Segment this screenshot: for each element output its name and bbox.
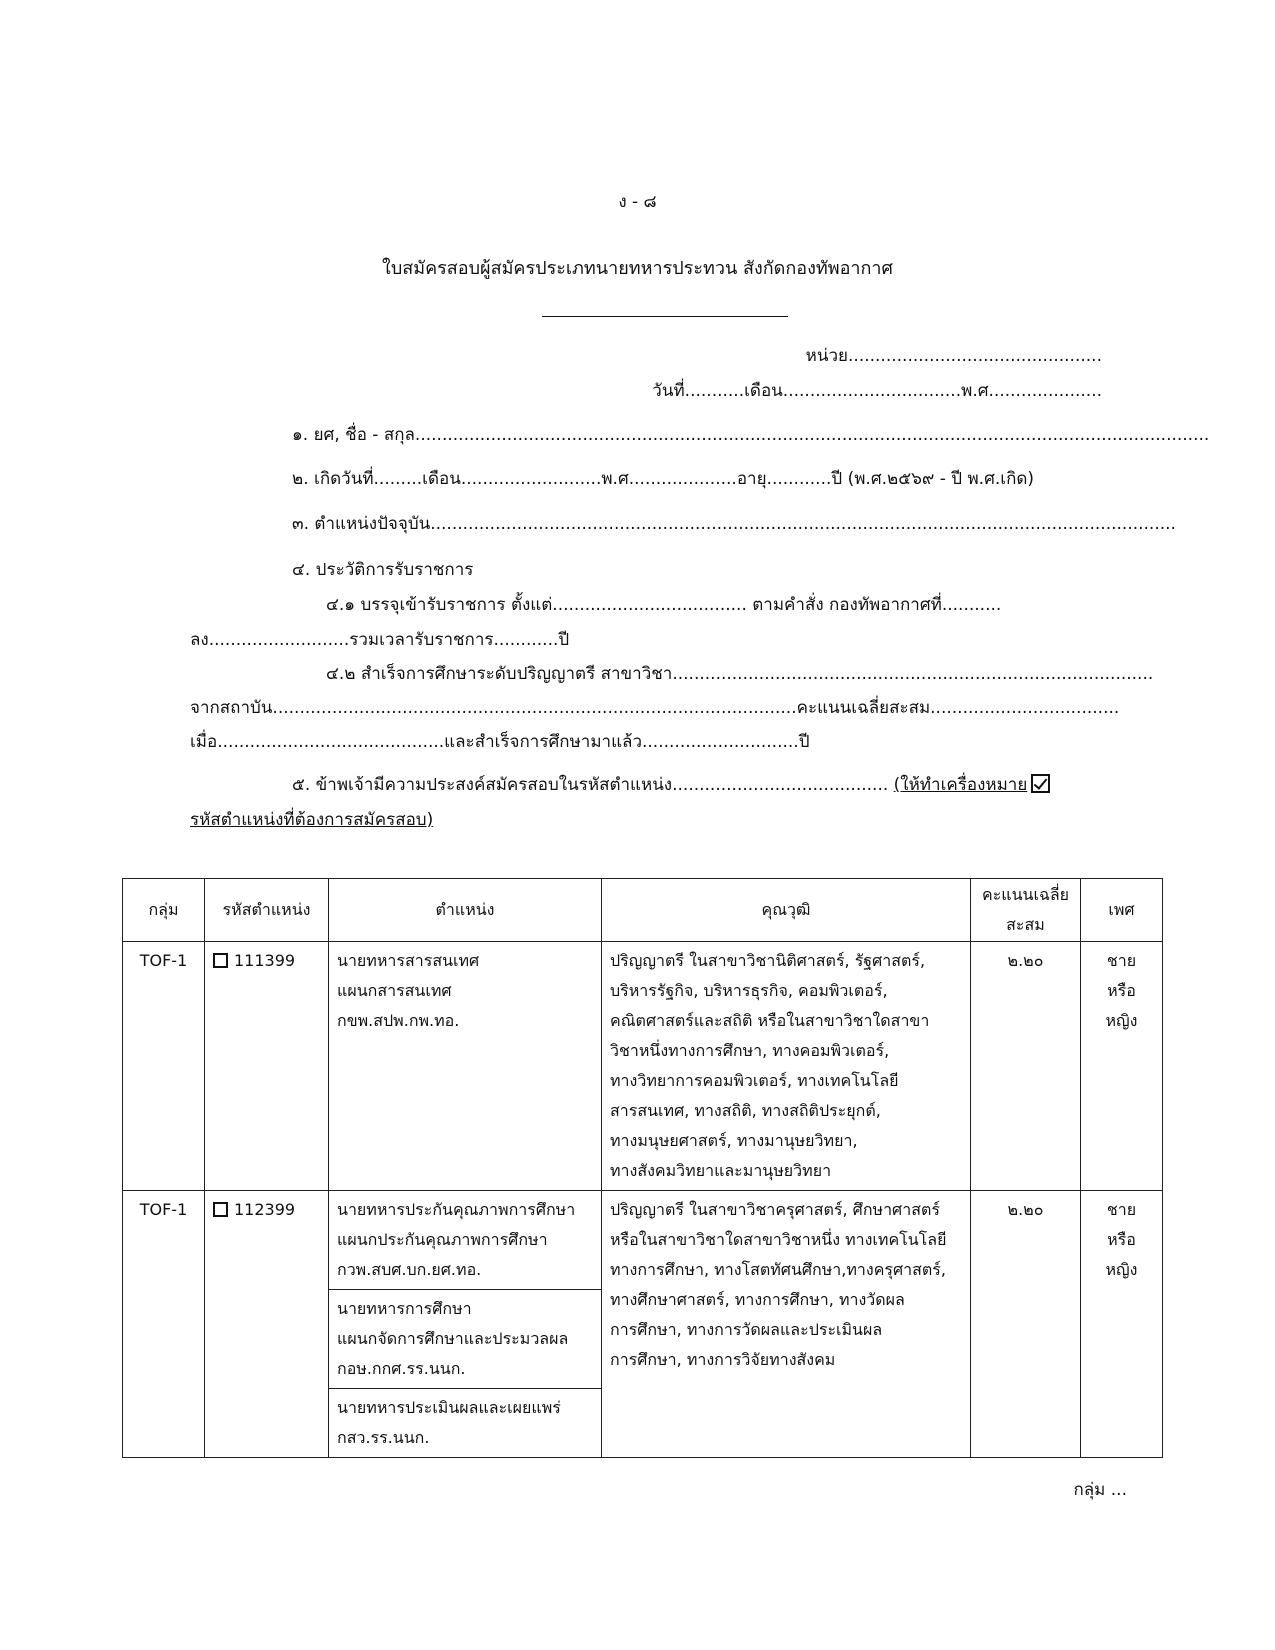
position-line: แผนกประกันคุณภาพการศึกษา (337, 1230, 548, 1249)
continuation-footer: กลุ่ม ... (1073, 1480, 1127, 1500)
row-code: 112399 (234, 1200, 296, 1219)
position-code-label: ๕. ข้าพเจ้ามีความประสงค์สมัครสอบในรหัสตำแหน่ง........................................ (292, 775, 894, 795)
row-sex (1081, 942, 1163, 1191)
graduation-field[interactable]: เมื่อ..........................................และสำเร็จการศึกษามาแล้ว.............................ปี (190, 732, 810, 752)
qualification-line: การศึกษา, ทางการวัดผลและประเมินผล (610, 1320, 883, 1339)
qualification-line: วิชาหนึ่งทางการศึกษา, ทางคอมพิวเตอร์, (610, 1041, 890, 1060)
header-gpa-line1: คะแนนเฉลี่ย (981, 885, 1070, 904)
position-line: กขพ.สปพ.กพ.ทอ. (337, 1011, 460, 1030)
row-code-cell (205, 1191, 329, 1458)
row-qualification (602, 942, 971, 1191)
position-line: กวพ.สบศ.บก.ยศ.ทอ. (337, 1260, 482, 1279)
row-qualification (602, 1191, 971, 1458)
qualification-line: ทางมนุษยศาสตร์, ทางมานุษยวิทยา, (610, 1131, 858, 1150)
position-line: แผนกสารสนเทศ (337, 981, 452, 1000)
row-gpa: ๒.๒๐ (971, 942, 1081, 1191)
service-duration-field[interactable]: ลง..........................รวมเวลารับราชการ............ปี (190, 630, 570, 650)
row-code-cell (205, 942, 329, 1191)
qualification-line: ทางการศึกษา, ทางโสตทัศนศึกษา,ทางครุศาสตร์, (610, 1260, 946, 1279)
date-field[interactable]: วันที่...........เดือน.................................พ.ศ..................... (652, 381, 1102, 401)
position-line: นายทหารการศึกษา (337, 1299, 472, 1318)
qualification-line: ทางสังคมวิทยาและมานุษยวิทยา (610, 1161, 832, 1180)
position-line: กสว.รร.นนก. (337, 1428, 430, 1447)
service-history-heading: ๔. ประวัติการรับราชการ (292, 560, 474, 580)
qualification-line: ทางศึกษาศาสตร์, ทางการศึกษา, ทางวัดผล (610, 1290, 905, 1309)
qualification-line: บริหารรัฐกิจ, บริหารธุรกิจ, คอมพิวเตอร์, (610, 981, 888, 1000)
checkbox-icon[interactable] (213, 1202, 228, 1217)
name-field[interactable]: ๑. ยศ, ชื่อ - สกุล................................................................................................................................................... (292, 425, 1210, 445)
position-line: แผนกจัดการศึกษาและประมวลผล (337, 1329, 569, 1348)
mark-instruction: (ให้ทำเครื่องหมาย (893, 775, 1028, 795)
header-position: ตำแหน่ง (329, 879, 602, 942)
qualification-line: สารสนเทศ, ทางสถิติ, ทางสถิติประยุกต์, (610, 1101, 881, 1120)
current-position-field[interactable]: ๓. ตำแหน่งปัจจุบัน.......................................................................................................................................... (292, 514, 1176, 534)
position-line: กอษ.กกศ.รร.นนก. (337, 1359, 466, 1378)
position-code-field[interactable] (292, 774, 1050, 795)
sex-line: หญิง (1105, 1260, 1138, 1279)
position-line: นายทหารประเมินผลและเผยแพร่ (337, 1398, 561, 1417)
position-line: นายทหารประกันคุณภาพการศึกษา (337, 1200, 576, 1219)
header-gpa (971, 879, 1081, 942)
qualification-line: ปริญญาตรี ในสาขาวิชานิติศาสตร์, รัฐศาสตร์, (610, 951, 926, 970)
row-group: TOF-1 (123, 1191, 205, 1458)
sex-line: หรือ (1107, 981, 1136, 1000)
qualification-line: ปริญญาตรี ในสาขาวิชาครุศาสตร์, ศึกษาศาสตร์ (610, 1200, 940, 1219)
unit-field[interactable]: หน่วย............................................... (805, 346, 1102, 366)
title-underline (542, 316, 788, 317)
qualification-line: ทางวิทยาการคอมพิวเตอร์, ทางเทคโนโลยี (610, 1071, 899, 1090)
row-sex (1081, 1191, 1163, 1458)
sex-line: หรือ (1107, 1230, 1136, 1249)
positions-table (122, 878, 1163, 1458)
qualification-line: หรือในสาขาวิชาใดสาขาวิชาหนึ่ง ทางเทคโนโลยี (610, 1230, 947, 1249)
table-row (123, 942, 1163, 1191)
enlistment-field[interactable]: ๔.๑ บรรจุเข้ารับราชการ ตั้งแต่.................................... ตามคำสั่ง กองทัพอากาศที่........... (326, 595, 1002, 615)
position-line: นายทหารสารสนเทศ (337, 951, 480, 970)
row-position (329, 942, 602, 1191)
sex-line: ชาย (1106, 1200, 1137, 1219)
qualification-line: คณิตศาสตร์และสถิติ หรือในสาขาวิชาใดสาขา (610, 1011, 930, 1030)
checkbox-icon[interactable] (213, 953, 228, 968)
header-group: กลุ่ม (123, 879, 205, 942)
checkbox-checked-icon (1031, 774, 1050, 793)
row-code: 111399 (234, 951, 296, 970)
header-code: รหัสตำแหน่ง (205, 879, 329, 942)
birth-date-field[interactable]: ๒. เกิดวันที่.........เดือน..........................พ.ศ....................อายุ............ปี (พ.ศ.๒๕๖๙ - ปี พ.ศ.เกิด) (292, 469, 1035, 489)
row-gpa: ๒.๒๐ (971, 1191, 1081, 1458)
degree-major-field[interactable]: ๔.๒ สำเร็จการศึกษาระดับปริญญาตรี สาขาวิชา......................................................................................... (326, 664, 1154, 684)
table-header-row (123, 879, 1163, 942)
institution-gpa-field[interactable]: จากสถาบัน.................................................................................................คะแนนเฉลี่ยสะสม................................... (190, 698, 1120, 718)
qualification-line: การศึกษา, ทางการวิจัยทางสังคม (610, 1350, 836, 1369)
sex-line: หญิง (1105, 1011, 1138, 1030)
sex-line: ชาย (1106, 951, 1137, 970)
page-number: ง - ๘ (618, 192, 657, 212)
document-title: ใบสมัครสอบผู้สมัครประเภทนายทหารประทวน สังกัดกองทัพอากาศ (382, 258, 893, 279)
table-row (123, 1191, 1163, 1290)
header-sex: เพศ (1081, 879, 1163, 942)
row-position (329, 1290, 602, 1389)
mark-instruction-continued: รหัสตำแหน่งที่ต้องการสมัครสอบ) (190, 810, 434, 830)
row-position (329, 1191, 602, 1290)
row-position (329, 1389, 602, 1458)
row-group: TOF-1 (123, 942, 205, 1191)
header-gpa-line2: สะสม (1006, 915, 1045, 934)
header-qualification: คุณวุฒิ (602, 879, 971, 942)
